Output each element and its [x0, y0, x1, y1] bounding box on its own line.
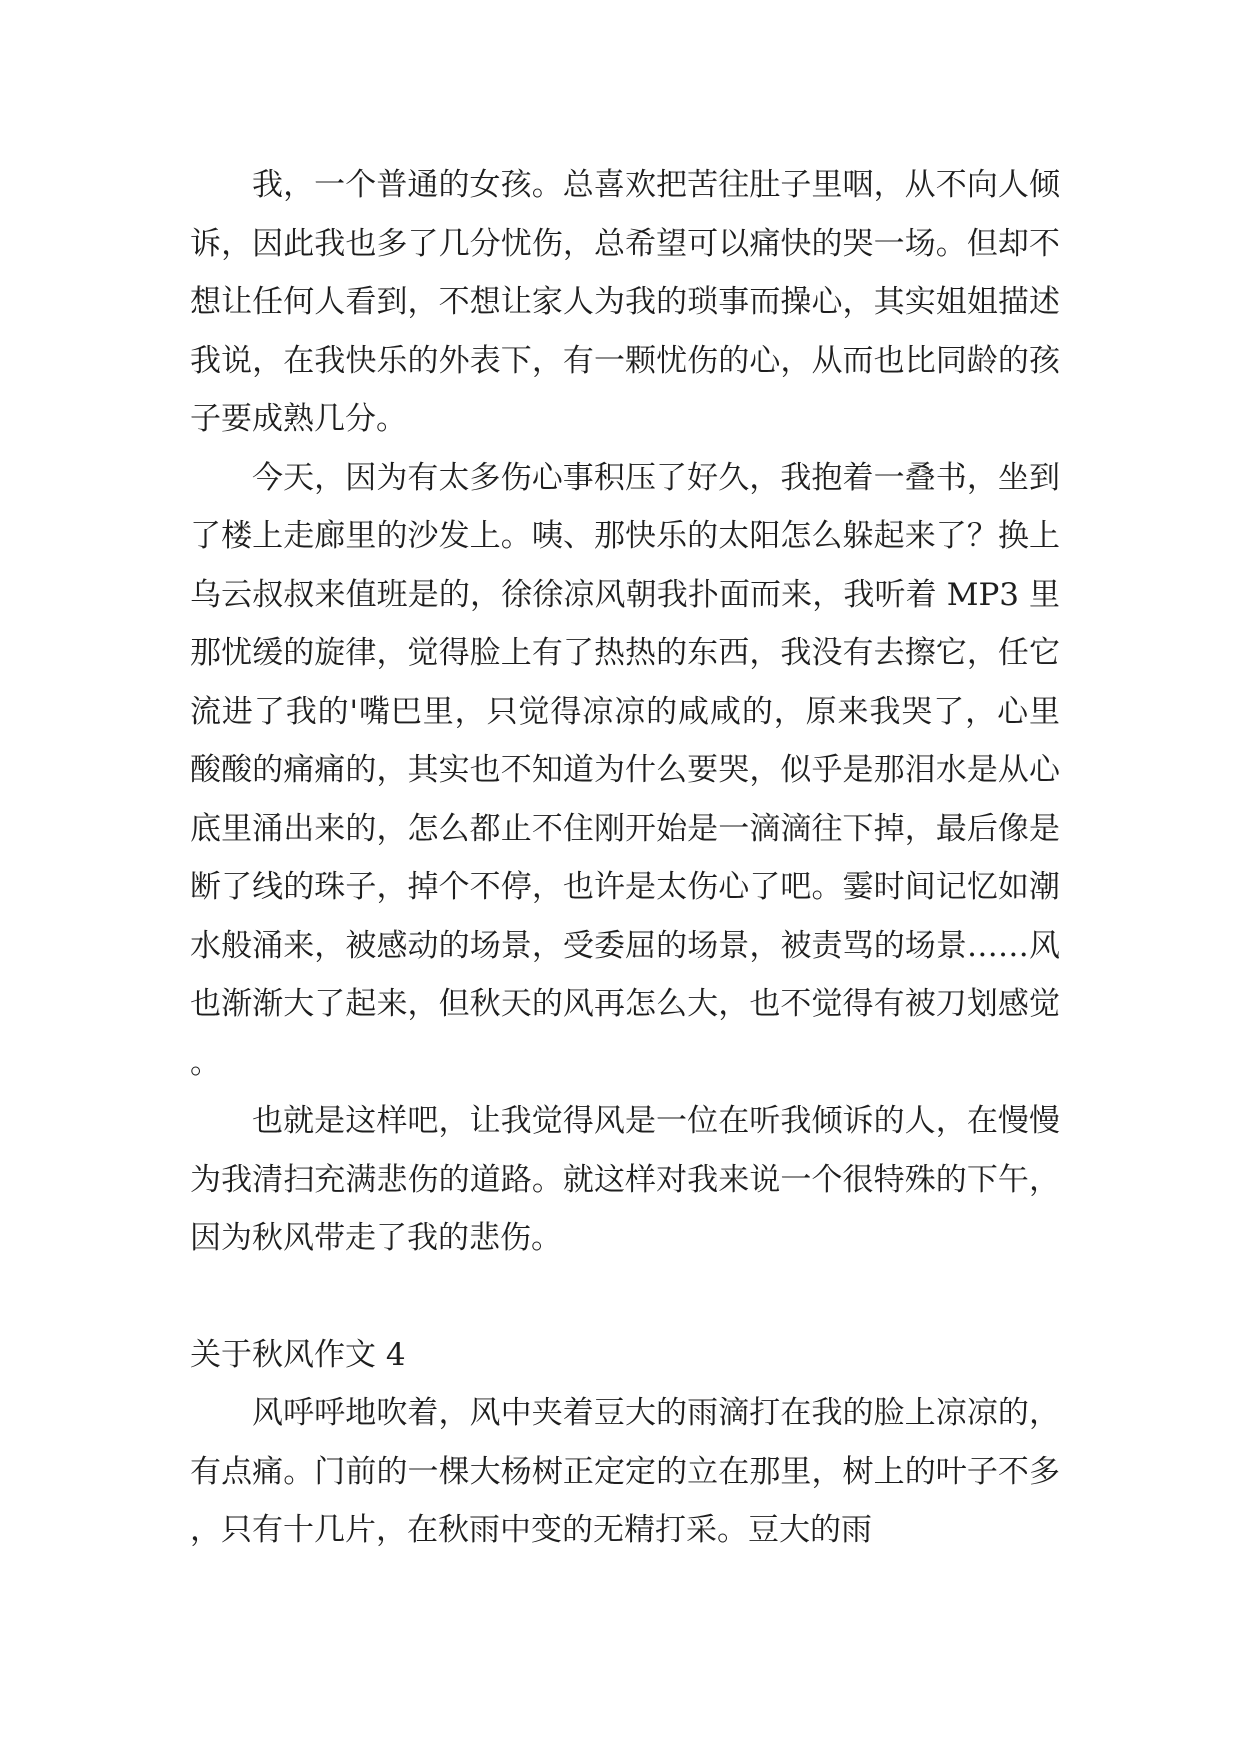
- document-body: [190, 156, 1060, 1560]
- paragraph-1: 我，一个普通的女孩。总喜欢把苦往肚子里咽，从不向人倾诉，因此我也多了几分忧伤，总希望可以痛快的哭一场。但却不想让任何人看到，不想让家人为我的琐事而操心，其实姐姐描述我说，在我快乐的外表下，有一颗忧伤的心，从而也比同龄的孩子要成熟几分。: [190, 167, 1060, 437]
- paragraph-4: 风呼呼地吹着，风中夹着豆大的雨滴打在我的脸上凉凉的，有点痛。门前的一棵大杨树正定定的立在那里，树上的叶子不多，只有十几片，在秋雨中变的无精打采。豆大的雨: [190, 1395, 1060, 1548]
- paragraph-3: 也就是这样吧，让我觉得风是一位在听我倾诉的人，在慢慢为我清扫充满悲伤的道路。就这样对我来说一个很特殊的下午，因为秋风带走了我的悲伤。: [190, 1103, 1060, 1256]
- paragraph-2: 今天，因为有太多伤心事积压了好久，我抱着一叠书，坐到了楼上走廊里的沙发上。咦、那快乐的太阳怎么躲起来了？换上乌云叔叔来值班是的，徐徐凉风朝我扑面而来，我听着 MP3 里那忧缓的旋律，觉得脸上有了热热的东西，我没有去擦它，任它流进了我的'嘴巴里，只觉得凉凉的咸咸的，原来我哭了，心里酸酸的痛痛的，其实也不知道为什么要哭，似乎是那泪水是从心底里涌出来的，怎么都止不住刚开始是一滴滴往下掉，最后像是断了线的珠子，掉个不停，也许是太伤心了吧。霎时间记忆如潮水般涌来，被感动的场景，受委屈的场景，被责骂的场景……风也渐渐大了起来，但秋天的风再怎么大，也不觉得有被刀划感觉。: [190, 459, 1060, 1081]
- section-heading: 关于秋风作文 4: [190, 1336, 406, 1373]
